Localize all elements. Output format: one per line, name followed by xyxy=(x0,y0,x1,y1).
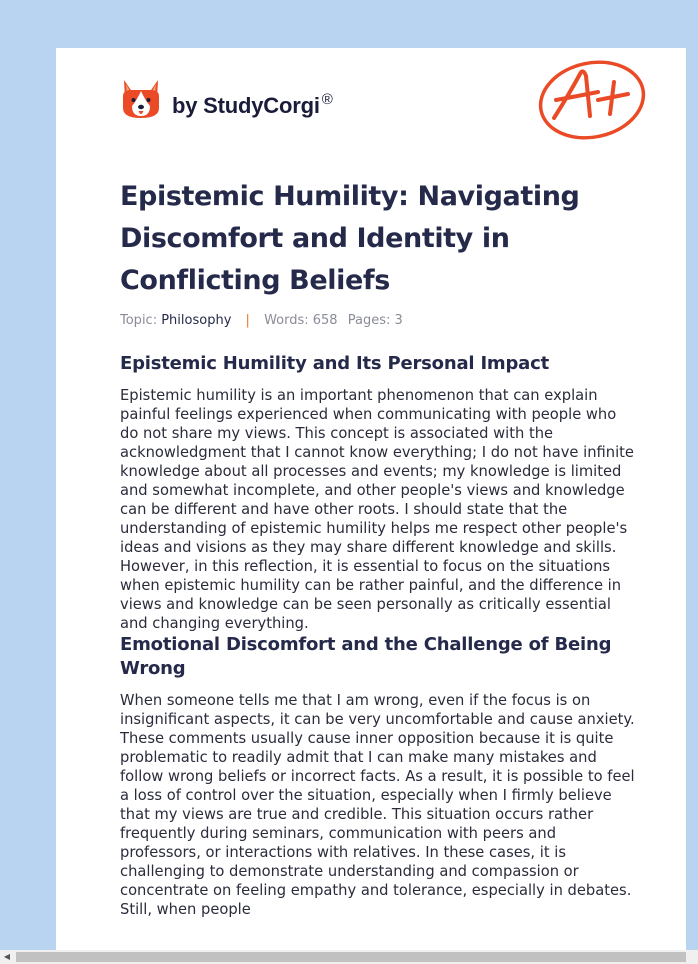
brand-text: by StudyCorgi xyxy=(172,93,320,118)
word-count: Words: 658 xyxy=(264,313,338,328)
section-paragraph: Epistemic humility is an important phenomenon that can explain painful feelings experienced when communicating with people who do not share my views. This concept is associated with the acknowledgment that I cannot know everything; I do not have infinite knowledge about all processes and events; my knowledge is limited and somewhat incomplete, and other people's views and knowledge can be different and have other roots. I should state that the understanding of epistemic humility helps me respect other people's ideas and visions as they may share different knowledge and skills. However, in this reflection, it is essential to focus on the situations when epistemic humility can be rather painful, and the difference in views and knowledge can be seen personally as critically essential and changing everything. xyxy=(120,387,634,632)
article-content xyxy=(120,176,636,919)
article-meta xyxy=(120,313,636,328)
registered-mark: ® xyxy=(321,91,333,108)
scroll-left-arrow-icon[interactable]: ◀ xyxy=(3,952,11,961)
brand-name xyxy=(172,91,333,119)
page-count: Pages: 3 xyxy=(347,313,403,328)
section-paragraph: When someone tells me that I am wrong, even if the focus is on insignificant aspects, it can be very uncomfortable and cause anxiety. These comments usually cause inner opposition because it is quite problematic to readily admit that I can make many mistakes and follow wrong beliefs or incorrect facts. As a result, it is possible to feel a loss of control over the situation, especially when I firmly believe that my views are true and credible. This situation occurs rather frequently during seminars, communication with peers and professors, or interactions with relatives. In these cases, it is challenging to demonstrate understanding and compassion or concentrate on feeling empathy and tolerance, especially in debates. Still, when people xyxy=(120,692,635,918)
document-page xyxy=(56,48,686,950)
corgi-icon xyxy=(120,76,162,122)
horizontal-scrollbar[interactable] xyxy=(0,950,698,964)
topic-link[interactable]: Philosophy xyxy=(161,313,232,328)
article-title: Epistemic Humility: Navigating Discomfort and Identity in Conflicting Beliefs xyxy=(120,181,580,296)
studycorgi-logo[interactable] xyxy=(120,76,333,122)
section-heading: Emotional Discomfort and the Challenge of Being Wrong xyxy=(120,634,612,679)
a-plus-grade-icon xyxy=(536,56,650,142)
topic-label: Topic: xyxy=(120,313,158,328)
scrollbar-thumb[interactable] xyxy=(16,952,686,962)
section-heading: Epistemic Humility and Its Personal Impact xyxy=(120,353,549,374)
meta-separator: | xyxy=(245,313,250,328)
